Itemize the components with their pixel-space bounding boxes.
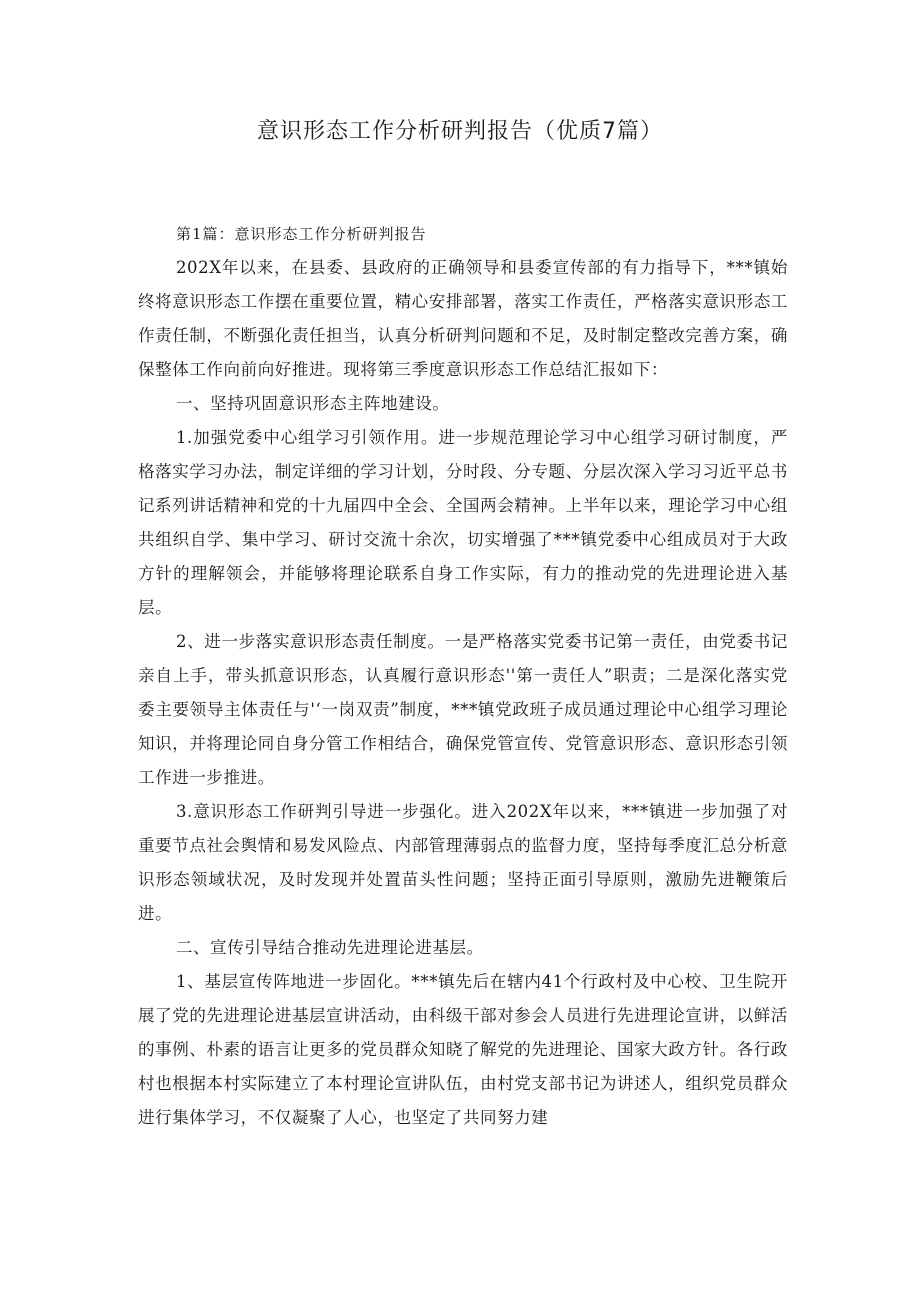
section-heading-1: 一、坚持巩固意识形态主阵地建设。 bbox=[175, 394, 450, 413]
intro-paragraph: 202X年以来，在县委、县政府的正确领导和县委宣传部的有力指导下，***镇始终将意识形态工作摆在重要位置，精心安排部署，落实工作责任，严格落实意识形态工作责任制，不断强化责任担当，认真分析研判问题和不足，及时制定整改完善方案，确保整体工作向前向好推进。现将第三季度意识形态工作总结汇报如下： bbox=[138, 258, 788, 379]
document-title: 意识形态工作分析研判报告（优质7篇） bbox=[257, 119, 663, 144]
paragraph-1-2: 2、进一步落实意识形态责任制度。一是严格落实党委书记第一责任，由党委书记亲自上手，带头抓意识形态，认真履行意识形态''第一责任人”职责；二是深化落实党委主要领导主体责任与'‘一岗双责”制度，***镇党政班子成员通过理论中心组学习理论知识，并将理论同自身分管工作相结合，确保党管宣传、党管意识形态、意识形态引领工作进一步推进。 bbox=[138, 632, 788, 787]
paragraph-2-1: 1、基层宣传阵地进一步固化。***镇先后在辖内41个行政村及中心校、卫生院开展了党的先进理论进基层宣讲活动，由科级干部对参会人员进行先进理论宣讲，以鲜活的事例、朴素的语言让更多的党员群众知晓了解党的先进理论、国家大政方针。各行政村也根据本村实际建立了本村理论宣讲队伍，由村党支部书记为讲述人，组织党员群众进行集体学习，不仅凝聚了人心，也坚定了共同努力建 bbox=[138, 972, 788, 1127]
document-body bbox=[138, 217, 788, 1135]
section-heading-2: 二、宣传引导结合推动先进理论进基层。 bbox=[175, 938, 484, 957]
chapter-subheading: 第1篇：意识形态工作分析研判报告 bbox=[176, 225, 427, 243]
paragraph-1-1: 1.加强党委中心组学习引领作用。进一步规范理论学习中心组学习研讨制度，严格落实学习办法，制定详细的学习计划，分时段、分专题、分层次深入学习习近平总书记系列讲话精神和党的十九届四中全会、全国两会精神。上半年以来，理论学习中心组共组织自学、集中学习、研讨交流十余次，切实增强了***镇党委中心组成员对于大政方针的理解领会，并能够将理论联系自身工作实际，有力的推动党的先进理论进入基层。 bbox=[138, 428, 788, 617]
paragraph-1-3: 3.意识形态工作研判引导进一步强化。进入202X年以来，***镇进一步加强了对重要节点社会舆情和易发风险点、内部管理薄弱点的监督力度，坚持每季度汇总分析意识形态领域状况，及时发现并处置苗头性问题；坚持正面引导原则，激励先进鞭策后进。 bbox=[138, 802, 788, 923]
